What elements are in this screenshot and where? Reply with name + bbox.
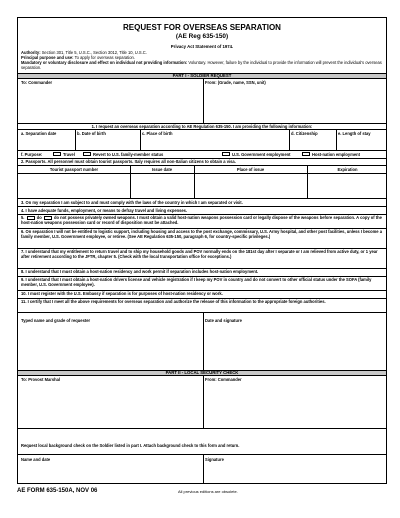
divider (203, 454, 204, 484)
name-date-label: Name and date (21, 457, 51, 462)
divider (18, 198, 386, 199)
authority-text: Section 301, Title 5, U.S.C., Section 3012, Title 10, U.S.C. (41, 50, 147, 55)
item-5 (21, 216, 383, 226)
item-9: 9. I understand that I must obtain a host-nation drivers license and vehicle registration if I keep my POV in country and do not convert to other official status under the SOFA (family member, U.S. Government employee). (21, 277, 372, 287)
from-commander-label: From: Commander (205, 377, 242, 382)
purpose-label: Principal purpose and use: (21, 55, 74, 60)
divider (18, 428, 386, 429)
obsolete-note: All previous editions are obsolete. (178, 489, 238, 494)
travel-label: Travel (63, 152, 75, 157)
divider (336, 129, 337, 150)
signature-label: Signature (205, 457, 224, 462)
expiration-header: Expiration (337, 167, 358, 172)
date-signature-label: Date and signature (205, 318, 242, 323)
length-of-stay-label: e. Length of stay (338, 131, 371, 136)
divider (18, 150, 386, 151)
divider (203, 312, 204, 370)
form-title: REQUEST FOR OVERSEAS SEPARATION (123, 23, 281, 32)
item-5-number: 5. (21, 215, 25, 221)
divider (18, 173, 386, 174)
travel-checkbox[interactable] (53, 152, 61, 156)
request-line: 1. I request an overseas separation according to AE Regulation 635-150. I am providing the following information: (91, 124, 313, 129)
background-check-request: Request local background check on the Soldier listed in part I. Attach background check to this form and return. (21, 443, 240, 448)
to-commander-label: To: Commander (21, 80, 53, 85)
host-nation-employment-checkbox[interactable] (302, 152, 310, 156)
host-nation-employment-label: Host-nation employment (312, 152, 360, 157)
divider (203, 79, 204, 123)
form-id: AE FORM 635-150A, NOV 06 (17, 488, 98, 494)
authority-label: Authority: (21, 50, 41, 55)
form-page (17, 17, 387, 484)
privacy-heading: Privacy Act Statement of 1974. (170, 44, 234, 49)
revert-label: Revert to U.S. family-member status (93, 152, 164, 157)
divider (194, 165, 195, 198)
item-5-do: do (36, 215, 42, 221)
divider (130, 165, 131, 198)
form-subtitle: (AE Reg 635-150) (175, 33, 229, 40)
divider (289, 129, 290, 150)
divider (140, 129, 141, 150)
purpose-label: f. Purpose: (21, 152, 43, 157)
mandatory-label: Mandatory or voluntary disclosure and effect on individual not providing information: (21, 60, 188, 65)
divider (203, 376, 204, 428)
us-gov-employment-label: U.S. Government employment (232, 152, 291, 157)
from-label: From: (Grade, name, SSN, unit) (205, 80, 266, 85)
typed-name-label: Typed name and grade of requester (21, 318, 91, 323)
item-11: 11. I certify that I meet all the above requirements for overseas separation and authorize the release of this information to the appropriate foreign authorities. (21, 299, 326, 304)
item-4: 4. I have adequate funds, employment, or means to defray travel and living expenses. (21, 208, 188, 213)
purpose-text: To apply for overseas separation. (74, 55, 135, 60)
divider (307, 165, 308, 198)
place-of-birth-label: c. Place of birth (142, 131, 173, 136)
date-of-birth-label: b. Date of birth (77, 131, 106, 136)
citizenship-label: d. Citizenship (291, 131, 318, 136)
part1-heading: PART I - SOLDIER REQUEST (18, 73, 386, 79)
to-provost-marshal-label: To: Provost Marshal (21, 377, 61, 382)
item-6: 6. On separation I will not be entitled to logistic support, including housing and access to the post exchange, commissary, U.S. Army hospital, and other post facilities, unless I become a family member, U.S. Government employee, or retiree. (See AE Regulation 635-150, paragraph 6, for country-specific privileges.) (21, 229, 383, 239)
place-of-issue-header: Place of issue (236, 167, 265, 172)
item-3: 3. On my separation I am subject to and must comply with the laws of the country in which I am separated or visit. (21, 200, 243, 205)
divider (18, 129, 386, 130)
issue-date-header: Issue date (151, 167, 173, 172)
divider (18, 165, 386, 166)
us-gov-employment-checkbox[interactable] (222, 152, 230, 156)
item-2: 2. Passports. All personnel must obtain tourist passports. Italy requires all non-Italian citizens to obtain a visa. (21, 159, 236, 164)
divider (18, 454, 386, 455)
part2-heading: PART II - LOCAL SECURITY CHECK (18, 370, 386, 376)
divider (75, 129, 76, 150)
mandatory-text: Voluntary. However, failure by the individual to provide the information will prevent the individual's overseas separation. (21, 60, 382, 70)
passport-number-header: Tourist passport number (49, 167, 99, 172)
revert-checkbox[interactable] (83, 152, 91, 156)
privacy-mandatory (21, 60, 383, 70)
divider (18, 312, 386, 313)
item-5-text: do not possess privately owned weapons. I must obtain a valid host-nation weapons possession card or legally dispose of the weapons before separation. A copy of the host-nation weapons possession card or record of disposition must be attached. (21, 215, 382, 225)
item-10: 10. I must register with the U.S. Embassy if separation is for purposes of host-nation residency or work. (21, 291, 223, 296)
item-7: 7. I understand that my entitlement to return travel and to ship my household goods and POV normally ends on the 181st day after I separate or I am relieved from active duty, or 1 year after retirement according to the JFTR, chapter 5. (Check with the local transportation office for exceptions.) (21, 249, 378, 259)
item-8: 8. I understand that I must obtain a host-nation residency and work permit if separation includes host-nation employment. (21, 269, 259, 274)
separation-date-label: a. Separation date (21, 131, 57, 136)
divider (18, 206, 386, 207)
